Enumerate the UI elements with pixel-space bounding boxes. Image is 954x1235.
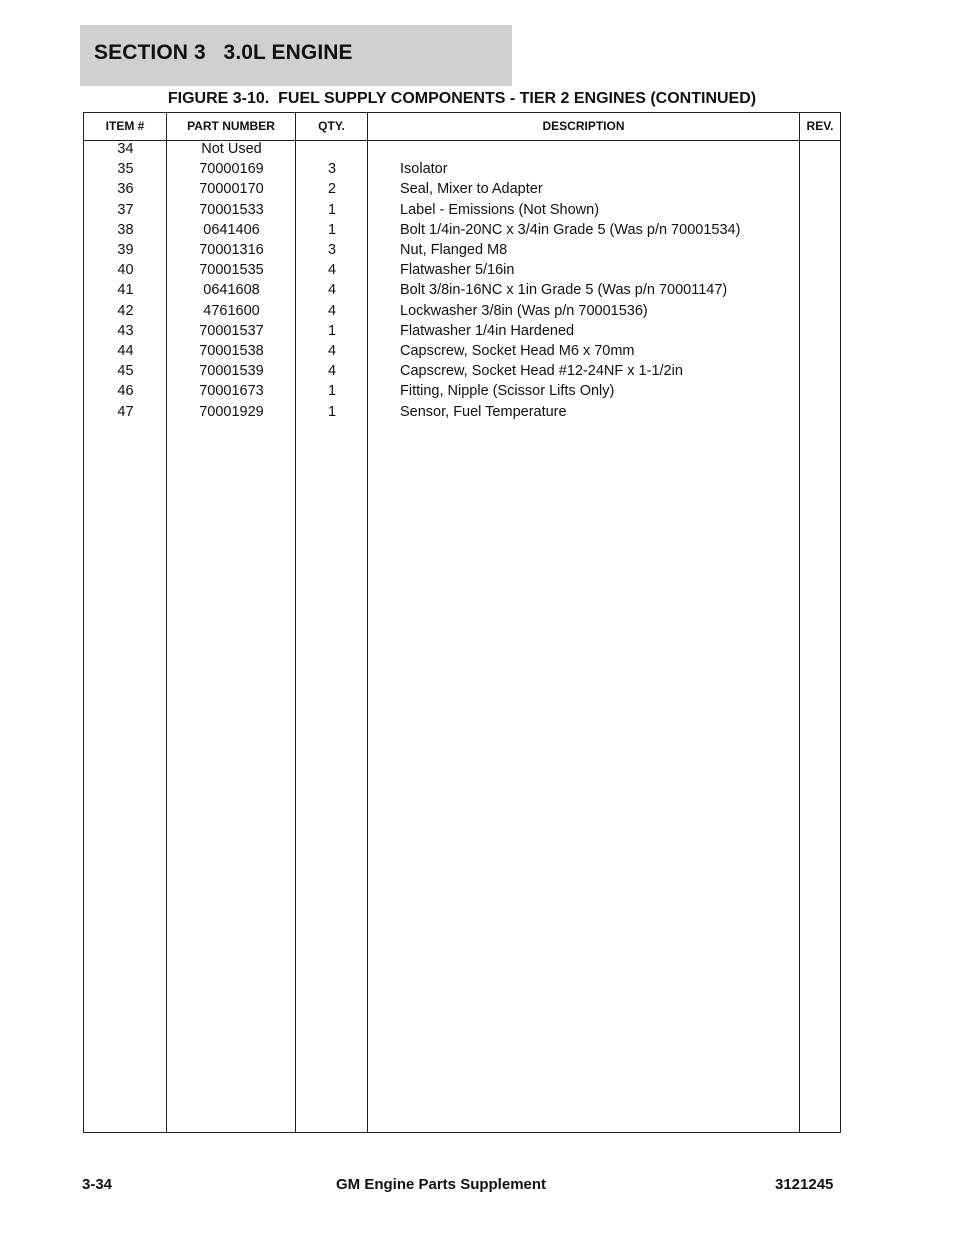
column-header-part-number: PART NUMBER [187, 119, 275, 133]
description: Nut, Flanged M8 [400, 242, 508, 258]
item-number: 44 [117, 343, 134, 359]
part-number: 70001316 [199, 242, 264, 258]
item-number: 38 [117, 221, 134, 238]
parts-table [83, 112, 841, 1133]
item-number: 35 [117, 161, 134, 178]
quantity: 1 [327, 221, 337, 238]
table-row [84, 220, 840, 240]
table-row [84, 301, 840, 321]
description: Bolt 1/4in-20NC x 3/4in Grade 5 (Was p/n 70001534) [400, 221, 741, 238]
part-number: 70001673 [199, 383, 264, 400]
item-number: 47 [117, 403, 134, 420]
quantity: 3 [327, 242, 337, 258]
description: Flatwasher 1/4in Hardened [400, 322, 575, 339]
part-number: 70001535 [199, 262, 264, 279]
quantity: 1 [327, 322, 337, 339]
document-title: GM Engine Parts Supplement [336, 1176, 547, 1193]
table-row [84, 179, 840, 199]
item-number: 36 [117, 181, 134, 198]
quantity: 4 [327, 363, 337, 380]
description: Lockwasher 3/8in (Was p/n 70001536) [400, 302, 648, 319]
item-number: 42 [117, 302, 134, 319]
quantity: 4 [327, 343, 337, 359]
table-row [84, 341, 840, 361]
table-row [84, 240, 840, 260]
figure-title: FIGURE 3-10. FUEL SUPPLY COMPONENTS - TIER 2 ENGINES (CONTINUED) [167, 90, 757, 107]
document-number: 3121245 [775, 1176, 834, 1193]
item-number: 41 [117, 282, 134, 299]
column-header-rev: REV. [806, 119, 834, 133]
table-row [84, 159, 840, 179]
table-row [84, 280, 840, 300]
part-number: 0641608 [203, 282, 260, 299]
description: Capscrew, Socket Head M6 x 70mm [400, 343, 635, 359]
quantity: 4 [327, 262, 337, 279]
quantity: 4 [327, 282, 337, 299]
item-number: 39 [117, 242, 134, 258]
column-header-description: DESCRIPTION [542, 119, 625, 133]
quantity: 1 [327, 201, 337, 218]
quantity: 2 [327, 181, 337, 198]
description: Label - Emissions (Not Shown) [400, 201, 600, 218]
part-number: Not Used [201, 141, 262, 157]
quantity: 4 [327, 302, 337, 319]
description: Isolator [400, 161, 448, 178]
table-row [84, 200, 840, 220]
quantity: 1 [327, 383, 337, 400]
table-row [84, 260, 840, 280]
item-number: 45 [117, 363, 134, 380]
part-number: 70000170 [199, 181, 264, 198]
part-number: 70001533 [199, 201, 264, 218]
part-number: 4761600 [203, 302, 260, 319]
item-number: 40 [117, 262, 134, 279]
table-row [84, 381, 840, 401]
page-number: 3-34 [82, 1176, 113, 1193]
part-number: 70001537 [199, 322, 264, 339]
description: Bolt 3/8in-16NC x 1in Grade 5 (Was p/n 70001147) [400, 282, 728, 299]
item-number: 46 [117, 383, 134, 400]
section-title: SECTION 3 3.0L ENGINE [94, 41, 353, 64]
column-header-item: ITEM # [105, 119, 145, 133]
quantity: 3 [327, 161, 337, 178]
item-number: 43 [117, 322, 134, 339]
table-row [84, 321, 840, 341]
part-number: 70000169 [199, 161, 264, 178]
description: Seal, Mixer to Adapter [400, 181, 543, 198]
part-number: 0641406 [203, 221, 260, 238]
quantity: 1 [327, 403, 337, 420]
description: Flatwasher 5/16in [400, 262, 515, 279]
part-number: 70001929 [199, 403, 264, 420]
table-row [84, 139, 840, 159]
description: Fitting, Nipple (Scissor Lifts Only) [400, 383, 615, 400]
table-row [84, 361, 840, 381]
table-row [84, 402, 840, 422]
item-number: 34 [117, 141, 134, 157]
description: Capscrew, Socket Head #12-24NF x 1-1/2in [400, 363, 683, 380]
description: Sensor, Fuel Temperature [400, 403, 567, 420]
part-number: 70001538 [199, 343, 264, 359]
part-number: 70001539 [199, 363, 264, 380]
column-header-qty: QTY. [318, 119, 345, 133]
item-number: 37 [117, 201, 134, 218]
